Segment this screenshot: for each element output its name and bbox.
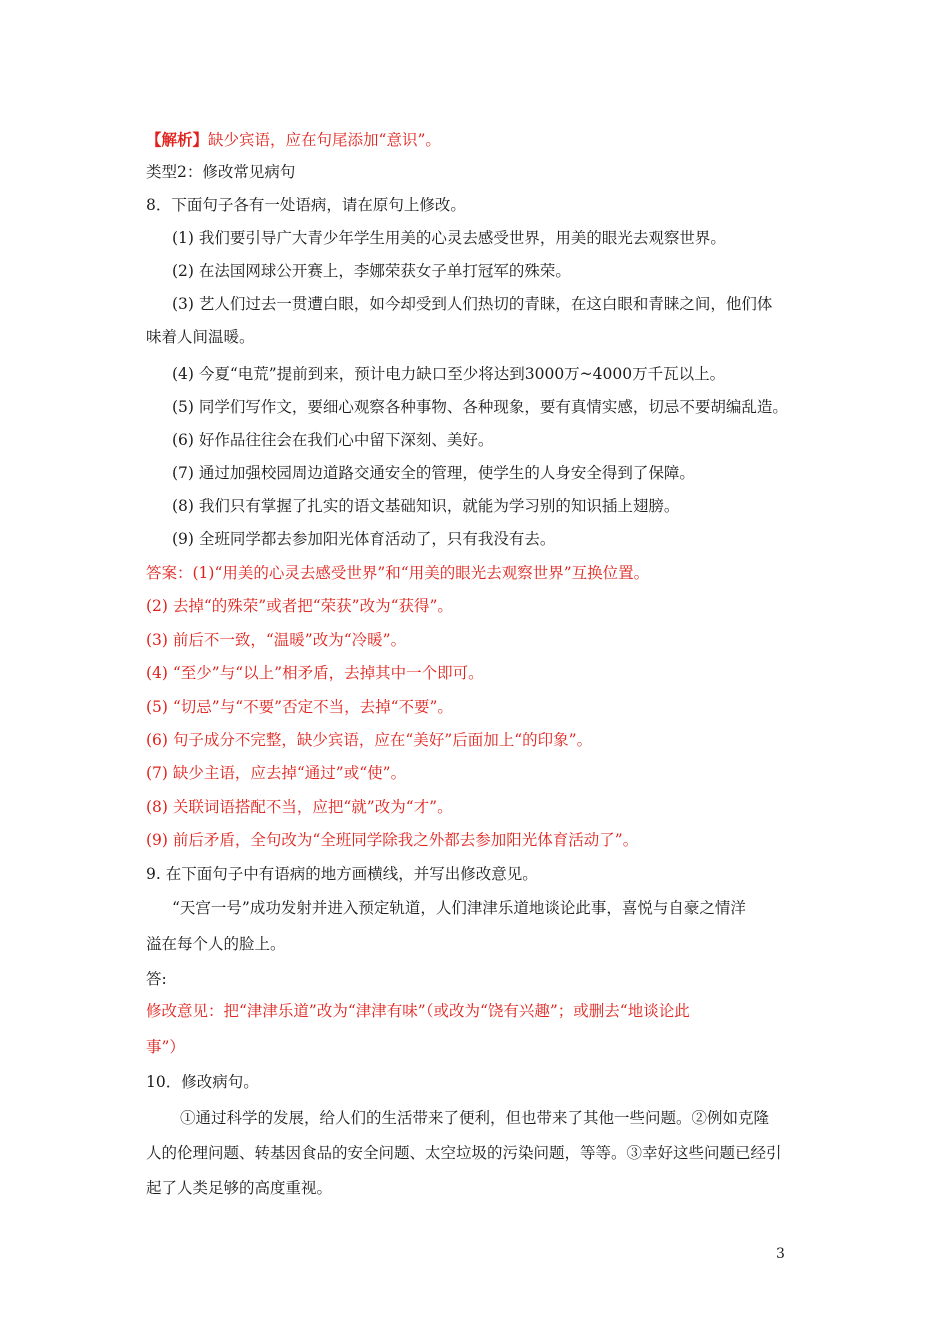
q10-stem: 10．修改病句。 <box>146 1073 259 1091</box>
analysis-line <box>146 130 441 150</box>
q8-item: (9) 全班同学都去参加阳光体育活动了，只有我没有去。 <box>172 530 556 548</box>
type-heading: 类型2：修改常见病句 <box>146 163 296 181</box>
q9-answer: 修改意见：把“津津乐道”改为“津津有味”（或改为“饶有兴趣”；或删去“地谈论此 <box>146 1002 690 1020</box>
q10-passage: 起了人类足够的高度重视。 <box>146 1179 333 1197</box>
analysis-text: 缺少宾语，应在句尾添加“意识”。 <box>208 131 441 149</box>
page-number: 3 <box>776 1246 785 1262</box>
q9-stem: 9. 在下面句子中有语病的地方画横线，并写出修改意见。 <box>146 865 538 883</box>
q8-item: (4) 今夏“电荒”提前到来，预计电力缺口至少将达到3000万~4000万千瓦以上。 <box>172 365 726 383</box>
q8-answer: (5) “切忌”与“不要”否定不当，去掉“不要”。 <box>146 698 453 716</box>
q8-answer: (4) “至少”与“以上”相矛盾，去掉其中一个即可。 <box>146 664 484 682</box>
q8-stem: 8．下面句子各有一处语病，请在原句上修改。 <box>146 196 466 214</box>
q8-answer: (9) 前后矛盾，全句改为“全班同学除我之外都去参加阳光体育活动了”。 <box>146 831 639 849</box>
q8-answer: 答案：(1)“用美的心灵去感受世界”和“用美的眼光去观察世界”互换位置。 <box>146 564 650 582</box>
q9-answer-label: 答: <box>146 970 167 988</box>
q10-passage: ①通过科学的发展，给人们的生活带来了便利，但也带来了其他一些问题。②例如克隆 <box>180 1109 770 1127</box>
q8-item: (2) 在法国网球公开赛上，李娜荣获女子单打冠军的殊荣。 <box>172 262 571 280</box>
q9-passage: “天宫一号”成功发射并进入预定轨道，人们津津乐道地谈论此事，喜悦与自豪之情洋 <box>172 899 746 917</box>
q9-passage: 溢在每个人的脸上。 <box>146 935 286 953</box>
q8-answer: (8) 关联词语搭配不当，应把“就”改为“才”。 <box>146 798 453 816</box>
q8-item: (8) 我们只有掌握了扎实的语文基础知识，就能为学习别的知识插上翅膀。 <box>172 497 680 515</box>
q8-item: (5) 同学们写作文，要细心观察各种事物、各种现象，要有真情实感，切忌不要胡编乱造。 <box>172 398 788 416</box>
q8-item: (6) 好作品往往会在我们心中留下深刻、美好。 <box>172 431 494 449</box>
q8-answer: (6) 句子成分不完整，缺少宾语，应在“美好”后面加上“的印象”。 <box>146 731 593 749</box>
analysis-tag: 【解析】 <box>146 130 209 149</box>
q8-answer: (3) 前后不一致，“温暖”改为“冷暖”。 <box>146 631 407 649</box>
q8-item: (7) 通过加强校园周边道路交通安全的管理，使学生的人身安全得到了保障。 <box>172 464 695 482</box>
q8-item: (3) 艺人们过去一贯遭白眼，如今却受到人们热切的青睐，在这白眼和青睐之间，他们体 <box>172 295 773 313</box>
q9-answer: 事”） <box>146 1038 185 1056</box>
q10-passage: 人的伦理问题、转基因食品的安全问题、太空垃圾的污染问题，等等。③幸好这些问题已经引 <box>146 1144 782 1162</box>
q8-item-continued: 味着人间温暖。 <box>146 328 255 346</box>
q8-answer: (2) 去掉“的殊荣”或者把“荣获”改为“获得”。 <box>146 597 453 615</box>
q8-item: (1) 我们要引导广大青少年学生用美的心灵去感受世界，用美的眼光去观察世界。 <box>172 229 726 247</box>
q8-answer: (7) 缺少主语，应去掉“通过”或“使”。 <box>146 764 407 782</box>
